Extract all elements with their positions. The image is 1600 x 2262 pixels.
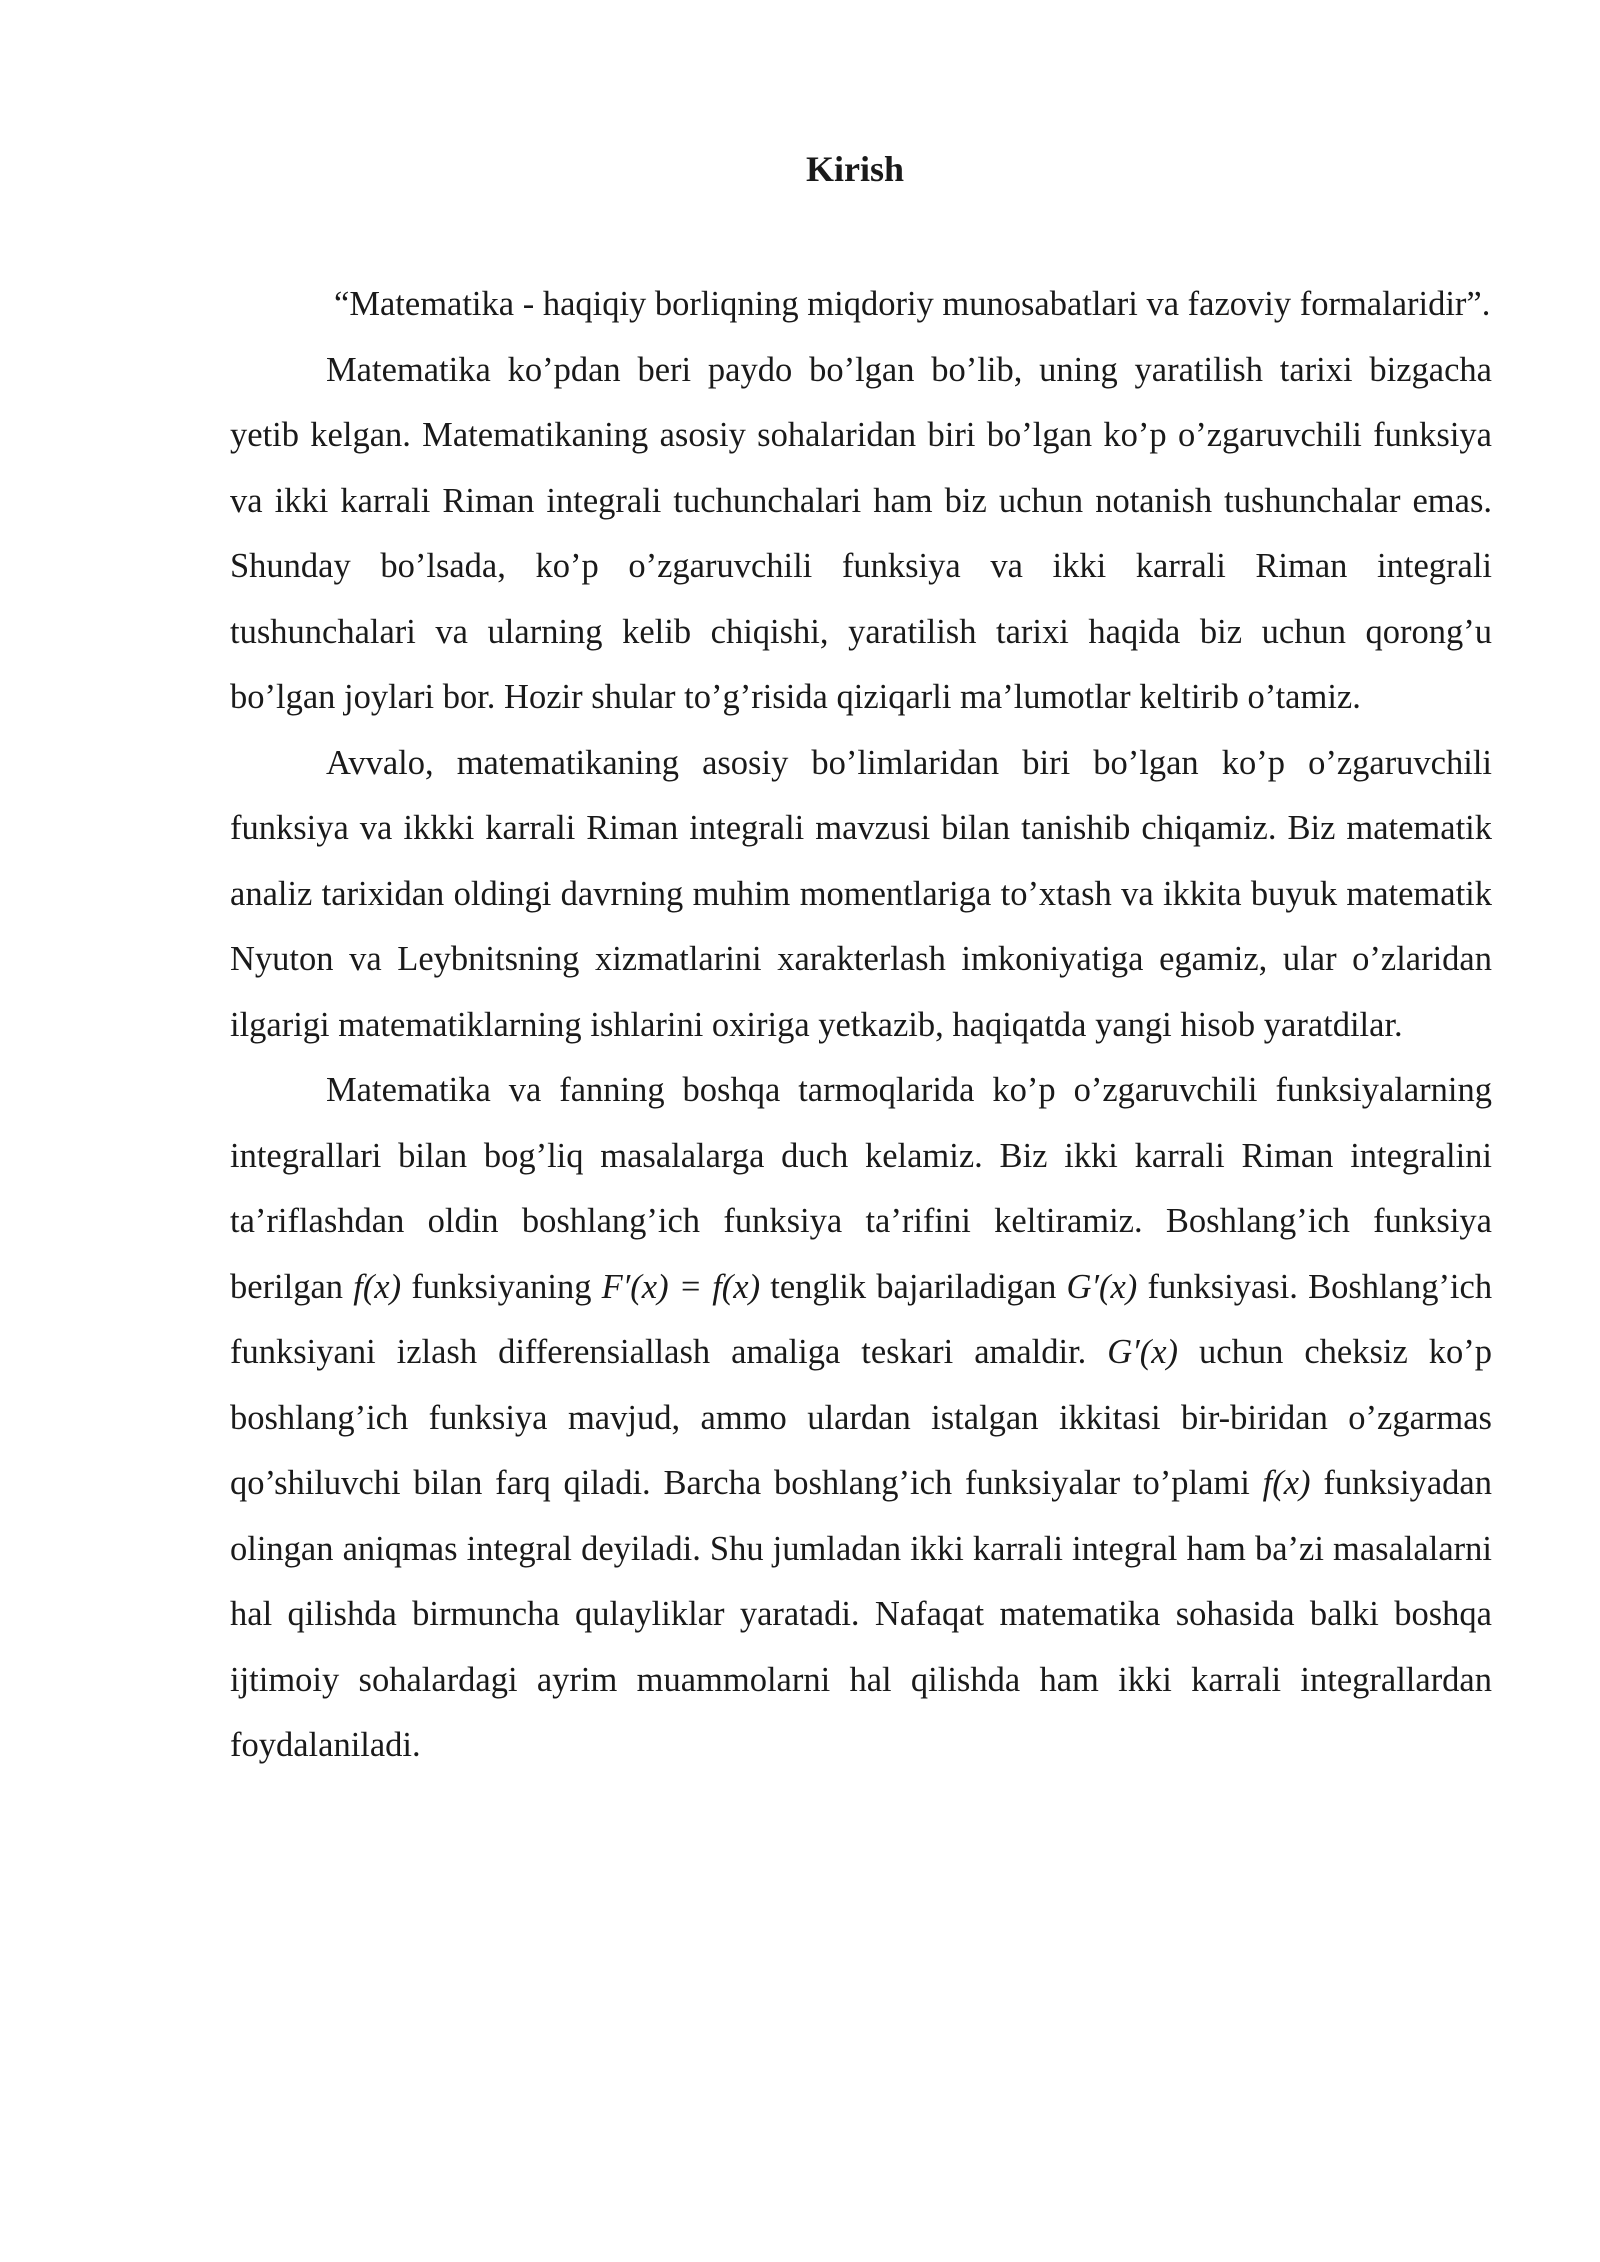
formula-f-of-x: f(x) [1262,1464,1311,1502]
formula-g-prime-of-x: G′(x) [1107,1333,1179,1371]
page-title: Kirish [805,149,904,189]
text-segment: funksiyadan olingan aniqmas integral deyiladi. Shu jumladan ikki karrali integral ham ba’zi masalalarni hal qilishda birmuncha qulayliklar yaratadi. Nafaqat matematika sohasida balki boshqa ijtimoiy sohalardagi ayrim muammolarni hal qilishda ham ikki karrali integrallardan foydalaniladi. [230,1464,1492,1764]
formula-g-prime-of-x: G′(x) [1066,1267,1138,1306]
paragraph-epigraph: “Matematika - haqiqiy borliqning miqdoriy munosabatlari va fazoviy formalaridir”. [334,285,1491,323]
text-segment: funksiyaning [411,1267,592,1306]
text-segment: uchun cheksiz ko’p boshlang’ich funksiya mavjud, ammo ulardan istalgan ikkitasi bir-biridan o’zgarmas qo’shiluvchi bilan farq qiladi. Barcha boshlang’ich funksiyalar to’plami [230,1333,1493,1502]
text-segment: tenglik bajariladigan [770,1267,1057,1306]
text-segment: Matematika va fanning boshqa tarmoqlarida ko’p o’zgaruvchili funksiyalarning integrallari bilan bog’liq masalalarga duch kelamiz. Biz ikki karrali Riman integralini ta’riflashdan oldin boshlang’ich funksiya ta’rifini keltiramiz. Boshlang’ich funksiya berilgan [230,1071,1492,1306]
text-segment: funksiyasi. Boshlang’ich funksiyani izlash differensiallash amaliga teskari amaldir. [230,1267,1493,1371]
body-text [230,272,1492,1779]
paragraph-intro: Avvalo, matematikaning asosiy bo’limlaridan biri bo’lgan ko’p o’zgaruvchili funksiya va ikkki karrali Riman integrali mavzusi bilan tanishib chiqamiz. Biz matematik analiz tarixidan oldingi davrning muhim momentlariga to’xtash va ikkita buyuk matematik Nyuton va Leybnitsning xizmatlarini xarakterlash imkoniyatiga egamiz, ular o’zlaridan ilgarigi matematiklarning ishlarini oxiriga yetkazib, haqiqatda yangi hisob yaratdilar. [230,743,1492,1044]
paragraph-definitions [230,1058,1492,1779]
paragraph-history: Matematika ko’pdan beri paydo bo’lgan bo’lib, uning yaratilish tarixi bizgacha yetib kelgan. Matematikaning asosiy sohalaridan biri bo’lgan ko’p o’zgaruvchili funksiya va ikki karrali Riman integrali tuchunchalari ham biz uchun notanish tushunchalar emas. Shunday bo’lsada, ko’p o’zgaruvchili funksiya va ikki karrali Riman integrali tushunchalari va ularning kelib chiqishi, yaratilish tarixi haqida biz uchun qorong’u bo’lgan joylari bor. Hozir shular to’g’risida qiziqarli ma’lumotlar keltirib o’tamiz. [230,350,1492,716]
formula-antiderivative-equation: F′(x) = f(x) [601,1267,761,1306]
formula-f-of-x: f(x) [353,1267,402,1306]
